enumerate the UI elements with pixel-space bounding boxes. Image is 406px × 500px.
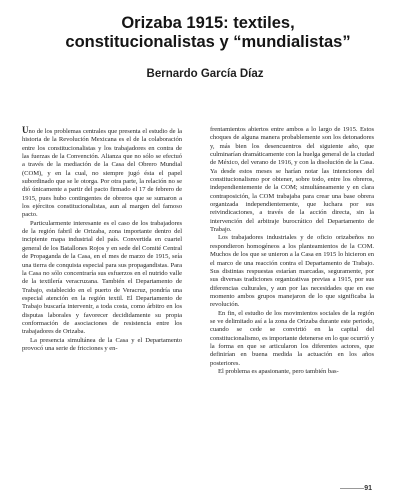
paragraph-6: En fin, el estudio de los movimientos sociales de la región se ve delimitado así a la zona de Orizaba durante este periodo, cuando se cede se convirtió en la capital del constitucionalismo, es importante detenerse en lo que ocurrió y la forma en que se articularon los diferentes actores, que definirían en buena medida la actuación en los años posteriores. [210,309,374,367]
paragraph-3: La presencia simultánea de la Casa y el Departamento provocó una serie de fricciones y en- [22,336,182,352]
left-column [22,126,182,481]
article-author: Bernardo García Díaz [146,68,264,80]
paragraph-4: frentamientos abiertos entre ambos a lo largo de 1915. Estos choques de alguna manera probablemente son los detonadores y, más bien los desencuentros del siguiente año, que culminarían dramáticamente con la huelga general de la ciudad de México, del verano de 1916, y con la disolución de la Casa. Ya desde estos meses se harían notar las intenciones del constitucionalismo por obtener, sobre todo, entre los obreros, independientemente de la COM; simultáneamente y en clara contraposición, la COM trabajaba para crear una base obrera organizada independientemente, que luchara por sus reivindicaciones, a través de la acción directa, sin la intervención del arbitraje burocrático del Departamento de Trabajo. [210,126,374,234]
article-title: Orizaba 1915: textiles, constitucionalistas y “mundialistas” [65,14,351,51]
right-column [210,126,374,476]
paragraph-2: Particularmente interesante es el caso de los trabajadores de la región fabril de Orizaba, zona importante dentro del incipiente mapa industrial del país. Convertida en cuartel general de los Batallones Rojos y en sede del Comité Central de Propaganda de la Casa, en el mes de marzo de 1915, seía una tierra de conquista especial para sus propagandistas. Para la Casa no sólo concentraría sus esfuerzos en el nutrido valle de la textilería veracruzana. También el Departamento de Trabajo, establecido en el puerto de Veracruz, pondría una especial atención en la región textil. El Departamento de Trabajo buscaría intervenir, a toda costa, como árbitro en los disputas laborales y favorecer decididamente su propia conformación de asociaciones de resistencia entre los trabajadores de Orizaba. [22,219,182,336]
page-rule [340,488,364,489]
paragraph-1-text: no de los problemas centrales que presenta el estudio de la historia de la Revolución Mexicana es el de la colaboración entre los constitucionalistas y los trabajadores en contra de las fuerzas de la Convención. Alianza que no sólo se efectuó a través de la mediación de la Casa del Obrero Mundial (COM), y en la cual, no siempre jugó ésta el papel subordinado que se le otorga. Por otra parte, la relación no se dió únicamente a partir del pacto firmado el 17 de febrero de 1915, pues hubo contingentes de obreros que se sumaron a los ejércitos constitucionalistas, aun al margen del famoso pacto. [22,128,182,219]
paragraph-5: Los trabajadores industriales y de oficio orizabeños no respondieron homogéneos a los planteamientos de la COM. Muchos de los que se unieron a la Casa en 1915 lo hicieron en el marco de una reacción contra el Departamento de Trabajo. Sus distintas respuestas estarían marcadas, seguramente, por sus diversas tradiciones organizativas previas a 1915, por sus diferencias culturales, y aun por las necesidades que en ese momento ambos grupos manejaron de lo que significaba la revolución. [210,234,374,309]
page-number: 91 [364,485,372,492]
drop-cap: U [22,125,29,135]
paragraph-7: El problema es apasionante, pero también bas- [218,367,339,375]
paragraph-1 [22,126,182,220]
